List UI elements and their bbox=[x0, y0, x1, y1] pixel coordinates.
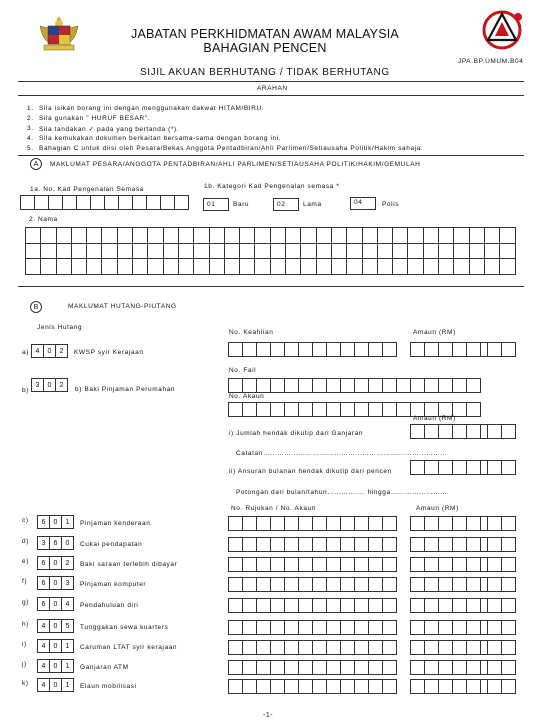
item-reference-boxes[interactable] bbox=[228, 679, 396, 694]
name-boxes[interactable] bbox=[25, 227, 515, 274]
item-amount-boxes[interactable] bbox=[410, 679, 515, 694]
amount-label-3: Amaun (RM) bbox=[416, 505, 459, 512]
page-number: -1- bbox=[263, 712, 274, 719]
jpa-logo bbox=[478, 8, 526, 54]
form-title: SIJIL AKUAN BERHUTANG / TIDAK BERHUTANG bbox=[140, 67, 390, 78]
note-label: Catatan…………………………………………………………………… bbox=[236, 450, 448, 457]
account-label: No. Akaun bbox=[229, 393, 265, 400]
amount-label-2: Amaun (RM) bbox=[413, 415, 456, 422]
instructions-divider bbox=[18, 95, 524, 96]
gratuity-label: i) Jumlah hendak dikutip dari Ganjaran bbox=[229, 430, 364, 437]
item-amount-boxes[interactable] bbox=[410, 516, 515, 531]
ic-type-baru-label: Baru bbox=[233, 201, 250, 208]
item-reference-boxes[interactable] bbox=[228, 557, 396, 572]
section-a-title: MAKLUMAT PESARA/ANGGOTA PENTADBIRAN/AHLI PARLIMEN/SETIAUSAHA POLITIK/HAKIM/GEMULAH bbox=[50, 161, 421, 168]
pension-label: ii) Ansuran bulanan hendak dikutip dari pencen bbox=[229, 468, 392, 475]
item-code: 4 0 1 bbox=[37, 678, 73, 692]
item-code: 6 0 3 bbox=[37, 576, 73, 590]
item-a-membership-boxes[interactable] bbox=[228, 342, 396, 357]
section-b-marker: B bbox=[30, 301, 42, 313]
item-a-code: 4 0 2 bbox=[31, 344, 67, 358]
item-letter: g) bbox=[22, 599, 29, 606]
item-letter: c) bbox=[22, 517, 29, 524]
instruction-text: Sila kemukakan dokumen berkaitan bersama-sama dengan borang ini. bbox=[39, 135, 282, 142]
ic-label: 1a. No. Kad Pengenalan Semasa bbox=[30, 186, 144, 193]
item-b-code: 3 0 2 bbox=[31, 378, 67, 392]
item-label: Pendahuluan diri bbox=[80, 602, 139, 609]
name-label: 2. Nama bbox=[29, 216, 58, 223]
instruction-text: Bahagian C untuk diisi oleh Pesara/Bekas Anggota Pentadbiran/Ahli Parlimen/Setiausaha Politik/Hakim sahaja. bbox=[39, 145, 424, 152]
debt-type-label: Jenis Hutang bbox=[37, 324, 83, 331]
item-amount-boxes[interactable] bbox=[410, 620, 515, 635]
item-reference-boxes[interactable] bbox=[228, 516, 396, 531]
item-b-file-boxes[interactable] bbox=[228, 378, 480, 393]
ic-number-boxes[interactable] bbox=[20, 195, 188, 210]
item-code: 4 0 1 bbox=[37, 659, 73, 673]
item-a-amount-boxes[interactable] bbox=[410, 342, 515, 357]
header-title-line1: JABATAN PERKHIDMATAN AWAM MALAYSIA bbox=[131, 27, 399, 41]
item-a-label: KWSP syir Kerajaan bbox=[74, 349, 144, 356]
ic-type-label: 1b. Kategori Kad Pengenalan semasa * bbox=[204, 183, 340, 190]
instruction-text: Sila tandakan ✓ pada yang bertanda (*). bbox=[39, 126, 180, 133]
item-letter: e) bbox=[22, 558, 29, 565]
ic-type-baru-code: 01 bbox=[207, 201, 216, 208]
item-label: Baki saraan terlebih dibayar bbox=[80, 561, 178, 568]
title-underline bbox=[18, 81, 524, 82]
item-reference-boxes[interactable] bbox=[228, 620, 396, 635]
instruction-num: 2. bbox=[27, 115, 34, 122]
membership-label: No. Keahlian bbox=[229, 329, 274, 336]
item-label: Pinjaman kenderaan bbox=[80, 520, 151, 527]
instruction-num: 1. bbox=[27, 105, 34, 112]
instruction-text: Sila isikan borang ini dengan menggunakan dakwat HITAM/BIRU. bbox=[39, 105, 265, 112]
instruction-text: Sila gunakan " HURUF BESAR". bbox=[39, 115, 151, 122]
item-amount-boxes[interactable] bbox=[410, 598, 515, 613]
file-label: No. Fail bbox=[229, 367, 257, 374]
item-reference-boxes[interactable] bbox=[228, 660, 396, 675]
item-letter: k) bbox=[22, 680, 29, 687]
item-b-letter: b) bbox=[22, 387, 29, 394]
instruction-num: 5. bbox=[27, 145, 34, 152]
item-b-label: b) Baki Pinjaman Perumahan bbox=[75, 386, 176, 393]
instructions-heading: ARAHAN bbox=[257, 85, 288, 92]
item-amount-boxes[interactable] bbox=[410, 660, 515, 675]
item-code: 4 0 5 bbox=[37, 619, 73, 633]
item-label: Tunggakan sewa kuarters bbox=[80, 624, 169, 631]
item-letter: d) bbox=[22, 538, 29, 545]
item-amount-boxes[interactable] bbox=[410, 640, 515, 655]
ic-type-lama-code: 02 bbox=[277, 201, 286, 208]
header-title-line2: BAHAGIAN PENCEN bbox=[203, 41, 327, 55]
ref-label: No. Rujukan / No. Akaun bbox=[231, 505, 316, 512]
gratuity-amount-boxes[interactable] bbox=[410, 424, 515, 439]
section-b-title: MAKLUMAT HUTANG-PIUTANG bbox=[68, 303, 177, 310]
item-reference-boxes[interactable] bbox=[228, 640, 396, 655]
deduction-label: Potongan dari bulan/tahun……………. hingga…………………… bbox=[236, 489, 448, 496]
item-letter: j) bbox=[22, 661, 27, 668]
item-amount-boxes[interactable] bbox=[410, 557, 515, 572]
instruction-num: 4. bbox=[27, 135, 34, 142]
item-amount-boxes[interactable] bbox=[410, 537, 515, 552]
item-label: Caruman LTAT syir kerajaan bbox=[80, 644, 178, 651]
item-amount-boxes[interactable] bbox=[410, 577, 515, 592]
item-letter: h) bbox=[22, 621, 29, 628]
item-code: 6 0 1 bbox=[37, 515, 73, 529]
amount-label: Amaun (RM) bbox=[413, 329, 456, 336]
item-a-letter: a) bbox=[22, 349, 29, 356]
item-reference-boxes[interactable] bbox=[228, 537, 396, 552]
item-label: Cukai pendapatan bbox=[80, 541, 143, 548]
item-code: 6 0 4 bbox=[37, 597, 73, 611]
section-a-divider bbox=[18, 155, 524, 156]
item-label: Ganjaran ATM bbox=[80, 664, 129, 671]
ic-type-polis-code: 04 bbox=[354, 199, 363, 206]
item-reference-boxes[interactable] bbox=[228, 577, 396, 592]
item-letter: f) bbox=[22, 578, 28, 585]
item-code: 3 6 0 bbox=[37, 536, 73, 550]
item-letter: i) bbox=[22, 641, 27, 648]
item-code: 4 0 1 bbox=[37, 639, 73, 653]
pension-amount-boxes[interactable] bbox=[410, 460, 515, 475]
ic-type-polis-label: Polis bbox=[382, 201, 400, 208]
section-a-marker: A bbox=[30, 158, 42, 170]
section-b-divider bbox=[18, 286, 524, 287]
ic-type-lama-label: Lama bbox=[303, 201, 322, 208]
item-code: 6 0 2 bbox=[37, 556, 73, 570]
form-code: JPA.BP.UMUM.B04 bbox=[458, 58, 524, 65]
item-label: Elaun mobilisasi bbox=[80, 683, 137, 690]
item-label: Pinjaman komputer bbox=[80, 581, 147, 588]
instruction-num: 3. bbox=[27, 125, 34, 132]
item-reference-boxes[interactable] bbox=[228, 598, 396, 613]
